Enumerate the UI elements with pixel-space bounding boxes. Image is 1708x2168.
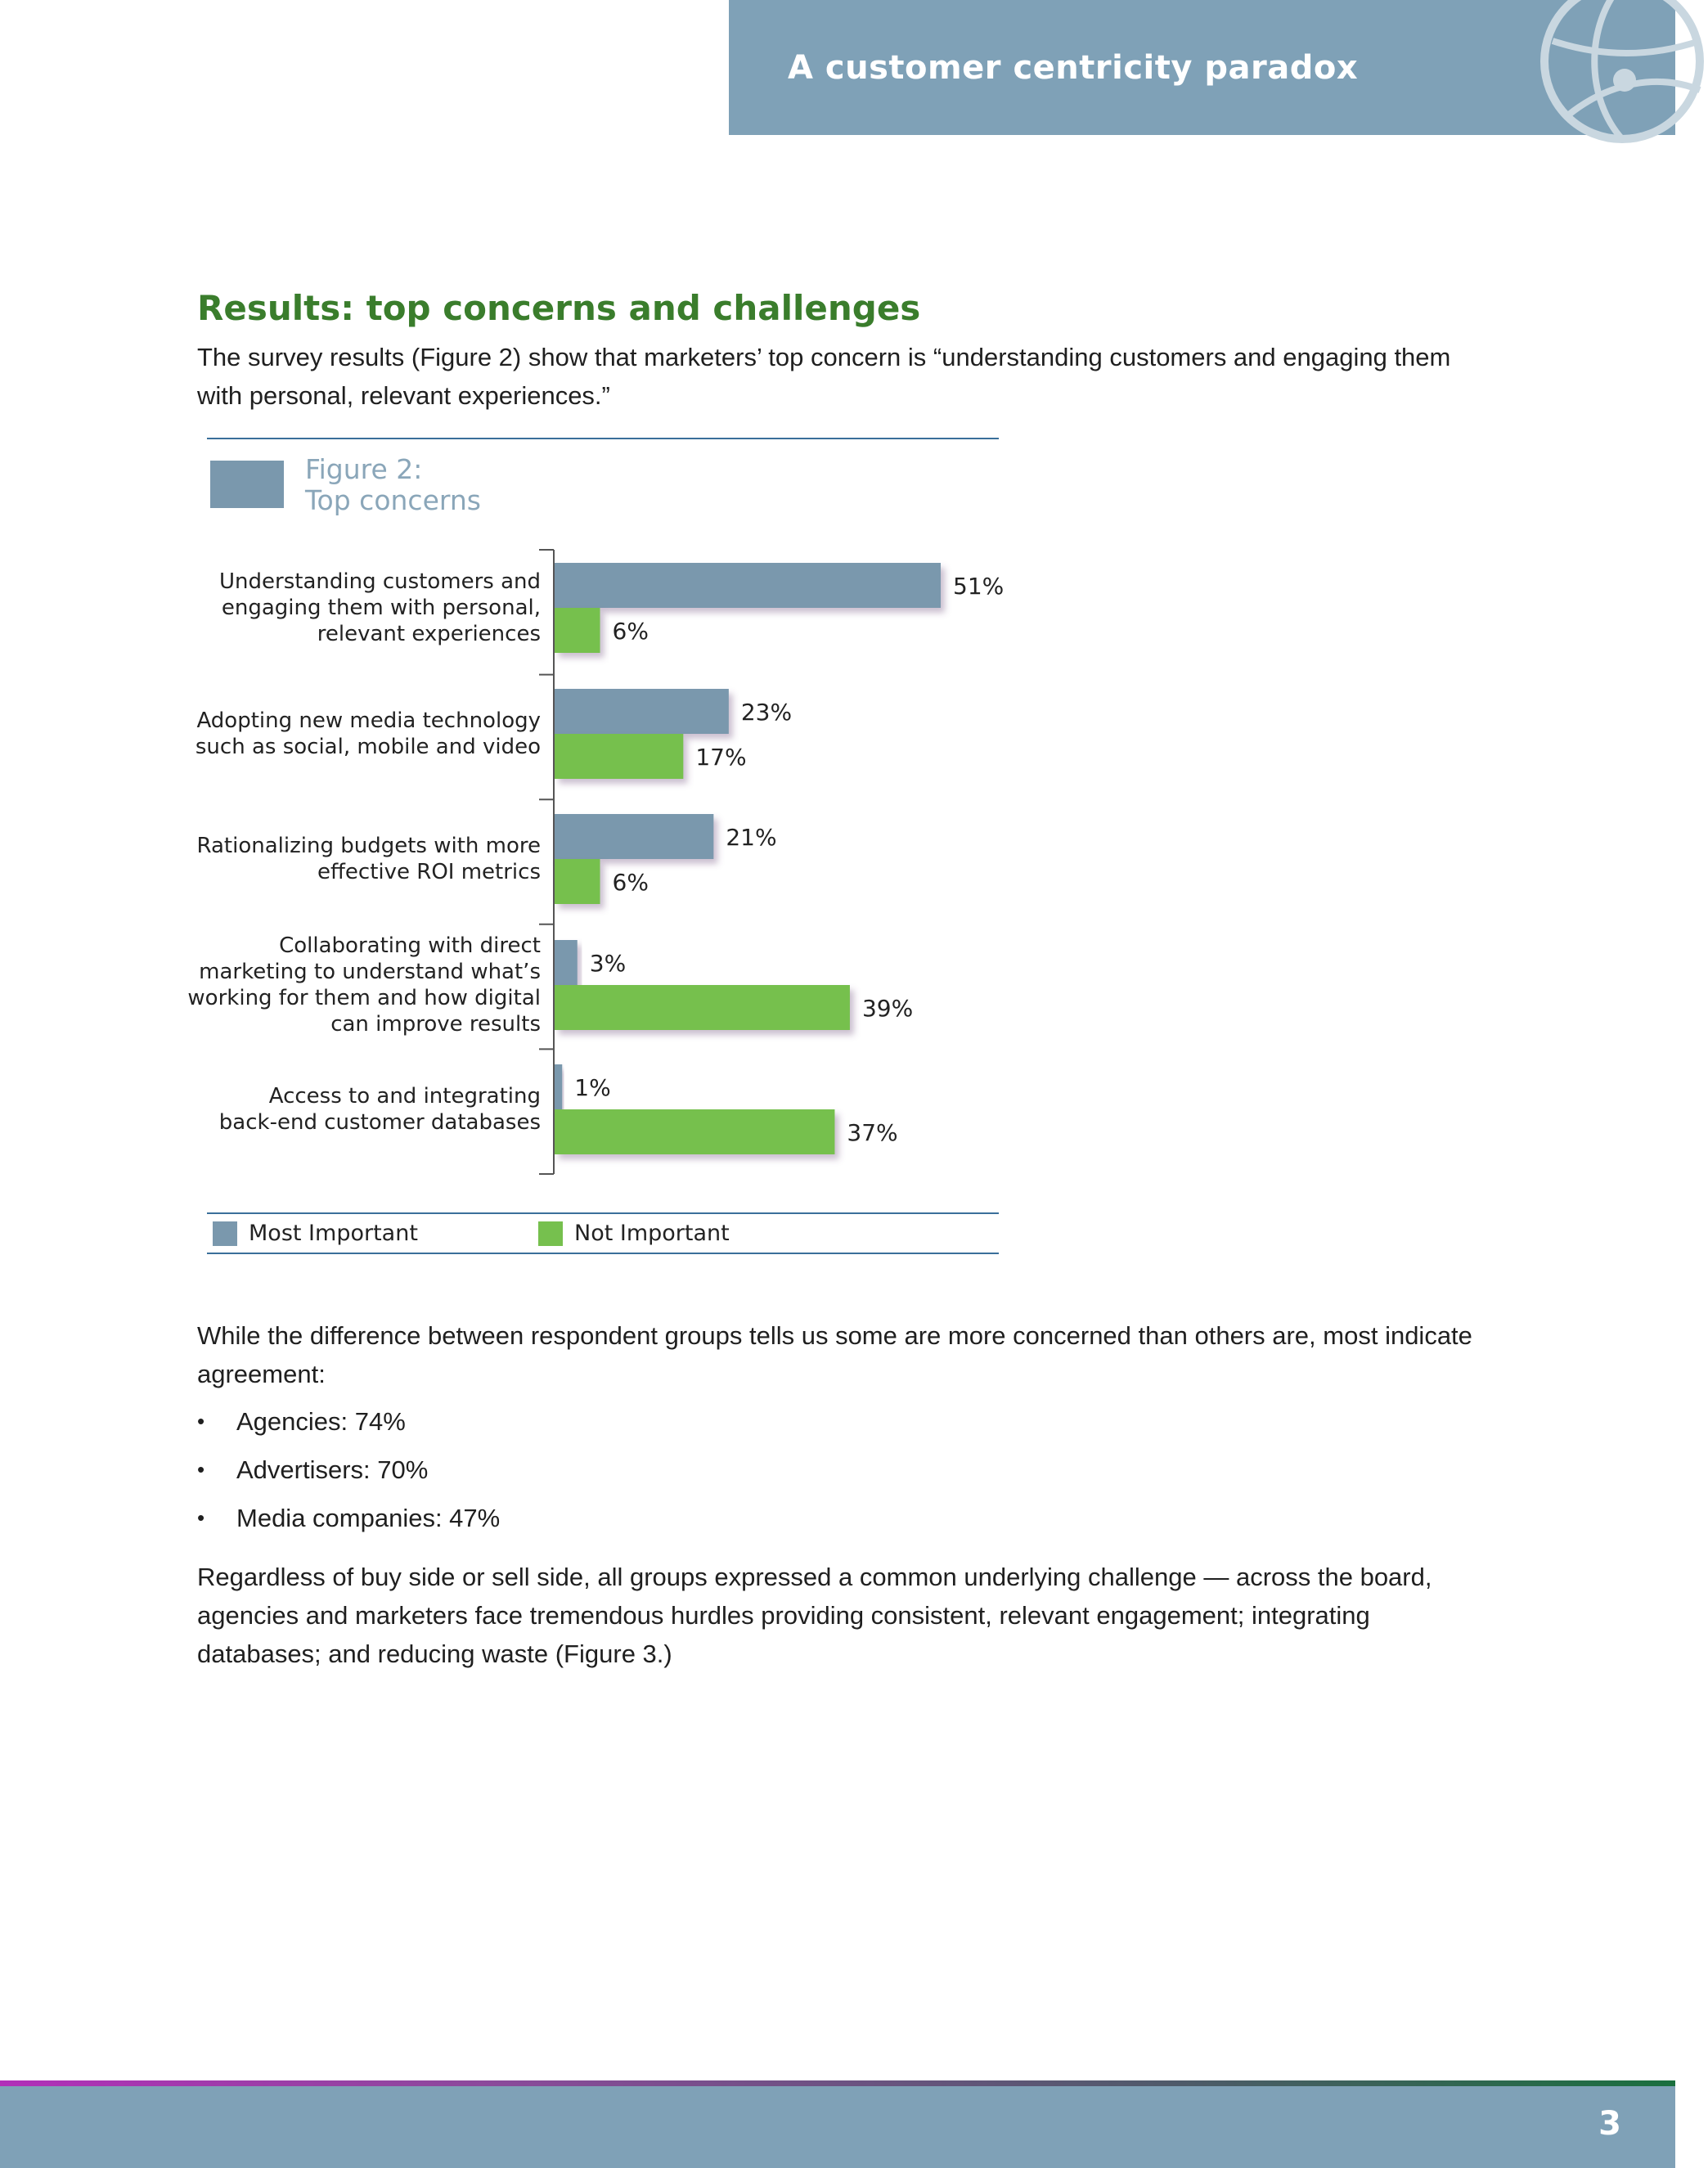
figure-caption: Top concerns	[305, 484, 481, 516]
legend-item-not-important	[538, 1221, 730, 1246]
figure-2	[187, 438, 1005, 1254]
list-item	[197, 1402, 500, 1451]
legend-bottom-rule	[207, 1253, 999, 1254]
legend-swatch-most-important	[213, 1221, 237, 1246]
bar-not-important	[555, 859, 600, 904]
legend-item-most-important	[213, 1221, 418, 1246]
closing-paragraph: Regardless of buy side or sell side, all groups expressed a common underlying challenge — across the board, agencies and marketers face tremendous hurdles providing consistent, relevant engagement; integrating databases; and reducing waste (Figure 3.)	[197, 1563, 1432, 1668]
footer-stripe	[0, 2080, 1675, 2086]
bullet-icon: •	[197, 1457, 205, 1482]
data-label: 6%	[612, 618, 649, 645]
legend-swatch-not-important	[538, 1221, 563, 1246]
globe-icon	[1536, 0, 1708, 147]
data-label: 6%	[612, 869, 649, 896]
bar-not-important	[555, 985, 850, 1030]
bar-not-important	[555, 608, 600, 653]
list-item-text: Media companies: 47%	[236, 1504, 501, 1532]
page-number: 3	[1598, 2105, 1621, 2143]
bar-most-important	[555, 563, 941, 608]
category-label: working for them and how digital	[187, 986, 541, 1010]
data-label: 37%	[847, 1119, 898, 1146]
category-label: Collaborating with direct	[279, 933, 541, 958]
category-label: marketing to understand what’s	[199, 960, 541, 984]
bar-most-important	[555, 814, 713, 859]
category-label: Adopting new media technology	[196, 708, 541, 733]
category-label: effective ROI metrics	[317, 860, 541, 884]
bullet-icon: •	[197, 1409, 205, 1433]
category-label: relevant experiences	[317, 622, 541, 646]
bar-not-important	[555, 1109, 834, 1154]
category-label: Understanding customers and	[219, 569, 541, 594]
footer-band	[0, 2086, 1675, 2168]
bullet-icon: •	[197, 1505, 205, 1530]
category-label: back-end customer databases	[218, 1110, 541, 1135]
intro-paragraph: The survey results (Figure 2) show that marketers’ top concern is “understanding customers and engaging them with personal, relevant experiences.”	[197, 343, 1451, 410]
data-label: 51%	[953, 573, 1005, 600]
category-label: Rationalizing budgets with more	[196, 834, 541, 858]
legend-label-most-important: Most Important	[249, 1221, 418, 1246]
category-label: Access to and integrating	[268, 1084, 541, 1109]
legend-label-not-important: Not Important	[574, 1221, 730, 1246]
list-item	[197, 1451, 500, 1499]
bar-not-important	[555, 734, 683, 779]
document-title: A customer centricity paradox	[788, 49, 1359, 87]
data-label: 23%	[740, 699, 793, 726]
category-label: such as social, mobile and video	[195, 735, 541, 759]
list-item-text: Advertisers: 70%	[236, 1455, 429, 1484]
bar-most-important	[555, 1064, 562, 1109]
list-item-text: Agencies: 74%	[236, 1407, 406, 1436]
bar-most-important	[555, 940, 578, 985]
category-label: can improve results	[330, 1012, 541, 1037]
top-concerns-chart	[187, 438, 1005, 1254]
agreement-list	[197, 1402, 500, 1547]
data-label: 3%	[589, 950, 627, 977]
category-label: engaging them with personal,	[221, 596, 541, 620]
bar-most-important	[555, 689, 729, 734]
data-label: 39%	[861, 995, 914, 1022]
agreement-paragraph: While the difference between respondent groups tells us some are more concerned than others are, most indicate agreement:	[197, 1321, 1472, 1388]
data-label: 17%	[695, 744, 747, 771]
data-label: 1%	[574, 1074, 611, 1101]
legend-top-rule	[207, 1212, 999, 1214]
header-band	[729, 0, 1675, 135]
figure-label: Figure 2:	[305, 453, 423, 485]
section-heading: Results: top concerns and challenges	[197, 288, 921, 328]
list-item	[197, 1499, 500, 1547]
data-label: 21%	[726, 824, 777, 851]
